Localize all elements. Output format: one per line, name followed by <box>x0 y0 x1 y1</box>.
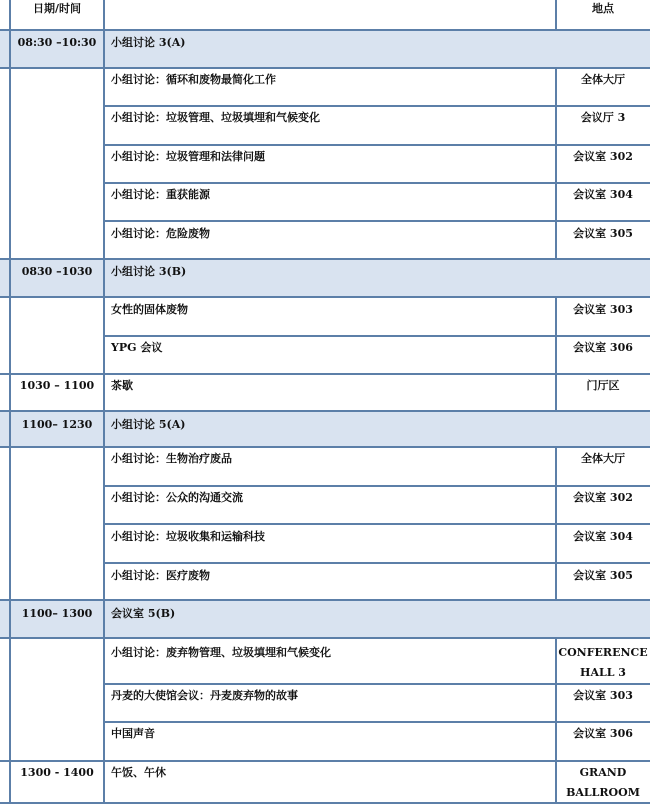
row-divider <box>104 182 650 184</box>
row-divider <box>0 373 650 375</box>
row-topic: 会议室 5(B) <box>111 607 176 620</box>
row-place: 会议室 306 <box>573 341 633 354</box>
row-topic: 小组讨论：重获能源 <box>111 188 210 201</box>
row-divider <box>0 446 650 448</box>
row-divider <box>104 721 650 723</box>
row-topic: 小组讨论 3(B) <box>111 265 187 278</box>
header-time: 日期/时间 <box>32 2 82 15</box>
row-time: 1100– 1230 <box>21 418 93 431</box>
row-place: 会议室 302 <box>573 150 633 163</box>
row-time: 0830 –1030 <box>21 265 93 278</box>
row-time: 1100– 1300 <box>21 607 93 620</box>
row-topic: 丹麦的大使馆会议：丹麦废弃物的故事 <box>111 689 298 702</box>
row-topic: YPG 会议 <box>111 341 163 354</box>
row-time: 08:30 –10:30 <box>17 36 97 49</box>
row-topic: 小组讨论：废弃物管理、垃圾填埋和气候变化 <box>111 646 331 659</box>
row-divider <box>104 562 650 564</box>
row-place: 会议室 303 <box>573 689 633 702</box>
row-place: 会议室 305 <box>573 569 633 582</box>
row-divider <box>104 485 650 487</box>
row-place-line2: HALL 3 <box>580 666 626 679</box>
row-place: 会议室 302 <box>573 491 633 504</box>
row-topic: 小组讨论：垃圾管理和法律问题 <box>111 150 265 163</box>
row-divider <box>0 599 650 601</box>
row-topic: 茶歇 <box>111 379 133 392</box>
header-place: 地点 <box>592 2 614 15</box>
row-divider <box>104 683 650 685</box>
row-divider <box>0 760 650 762</box>
row-place-line2: BALLROOM <box>566 786 640 799</box>
row-topic: 小组讨论：垃圾管理、垃圾填埋和气候变化 <box>111 111 320 124</box>
row-divider <box>0 29 650 31</box>
row-divider <box>104 105 650 107</box>
row-divider <box>104 144 650 146</box>
row-divider <box>0 410 650 412</box>
row-divider <box>0 258 650 260</box>
row-topic: 小组讨论 5(A) <box>111 418 186 431</box>
row-place: 会议厅 3 <box>580 111 626 124</box>
row-topic: 中国声音 <box>111 727 155 740</box>
row-place: 门厅区 <box>586 379 620 392</box>
row-topic: 小组讨论：生物治疗废品 <box>111 452 232 465</box>
row-place: 全体大厅 <box>581 452 625 465</box>
row-time: 1300 - 1400 <box>20 766 94 779</box>
column-divider <box>9 0 11 804</box>
row-divider <box>0 637 650 639</box>
row-topic: 小组讨论：公众的沟通交流 <box>111 491 243 504</box>
row-place: 全体大厅 <box>581 73 625 86</box>
row-topic: 小组讨论：医疗废物 <box>111 569 210 582</box>
row-topic: 小组讨论 3(A) <box>111 36 186 49</box>
row-place: GRAND <box>579 766 627 779</box>
row-divider <box>0 67 650 69</box>
row-place: 会议室 305 <box>573 227 633 240</box>
row-place: 会议室 304 <box>573 530 633 543</box>
row-topic: 小组讨论：循环和废物最简化工作 <box>111 73 276 86</box>
row-divider <box>104 335 650 337</box>
row-place: 会议室 306 <box>573 727 633 740</box>
row-place: 会议室 303 <box>573 303 633 316</box>
row-topic: 小组讨论：垃圾收集和运输科技 <box>111 530 265 543</box>
row-place: CONFERENCE <box>558 646 648 659</box>
row-divider <box>104 220 650 222</box>
row-divider <box>0 296 650 298</box>
row-topic: 午饭、午休 <box>111 766 166 779</box>
row-divider <box>104 523 650 525</box>
row-topic: 小组讨论：危险废物 <box>111 227 210 240</box>
row-topic: 女性的固体废物 <box>111 303 188 316</box>
column-divider <box>103 0 105 804</box>
row-time: 1030 – 1100 <box>19 379 95 392</box>
row-place: 会议室 304 <box>573 188 633 201</box>
